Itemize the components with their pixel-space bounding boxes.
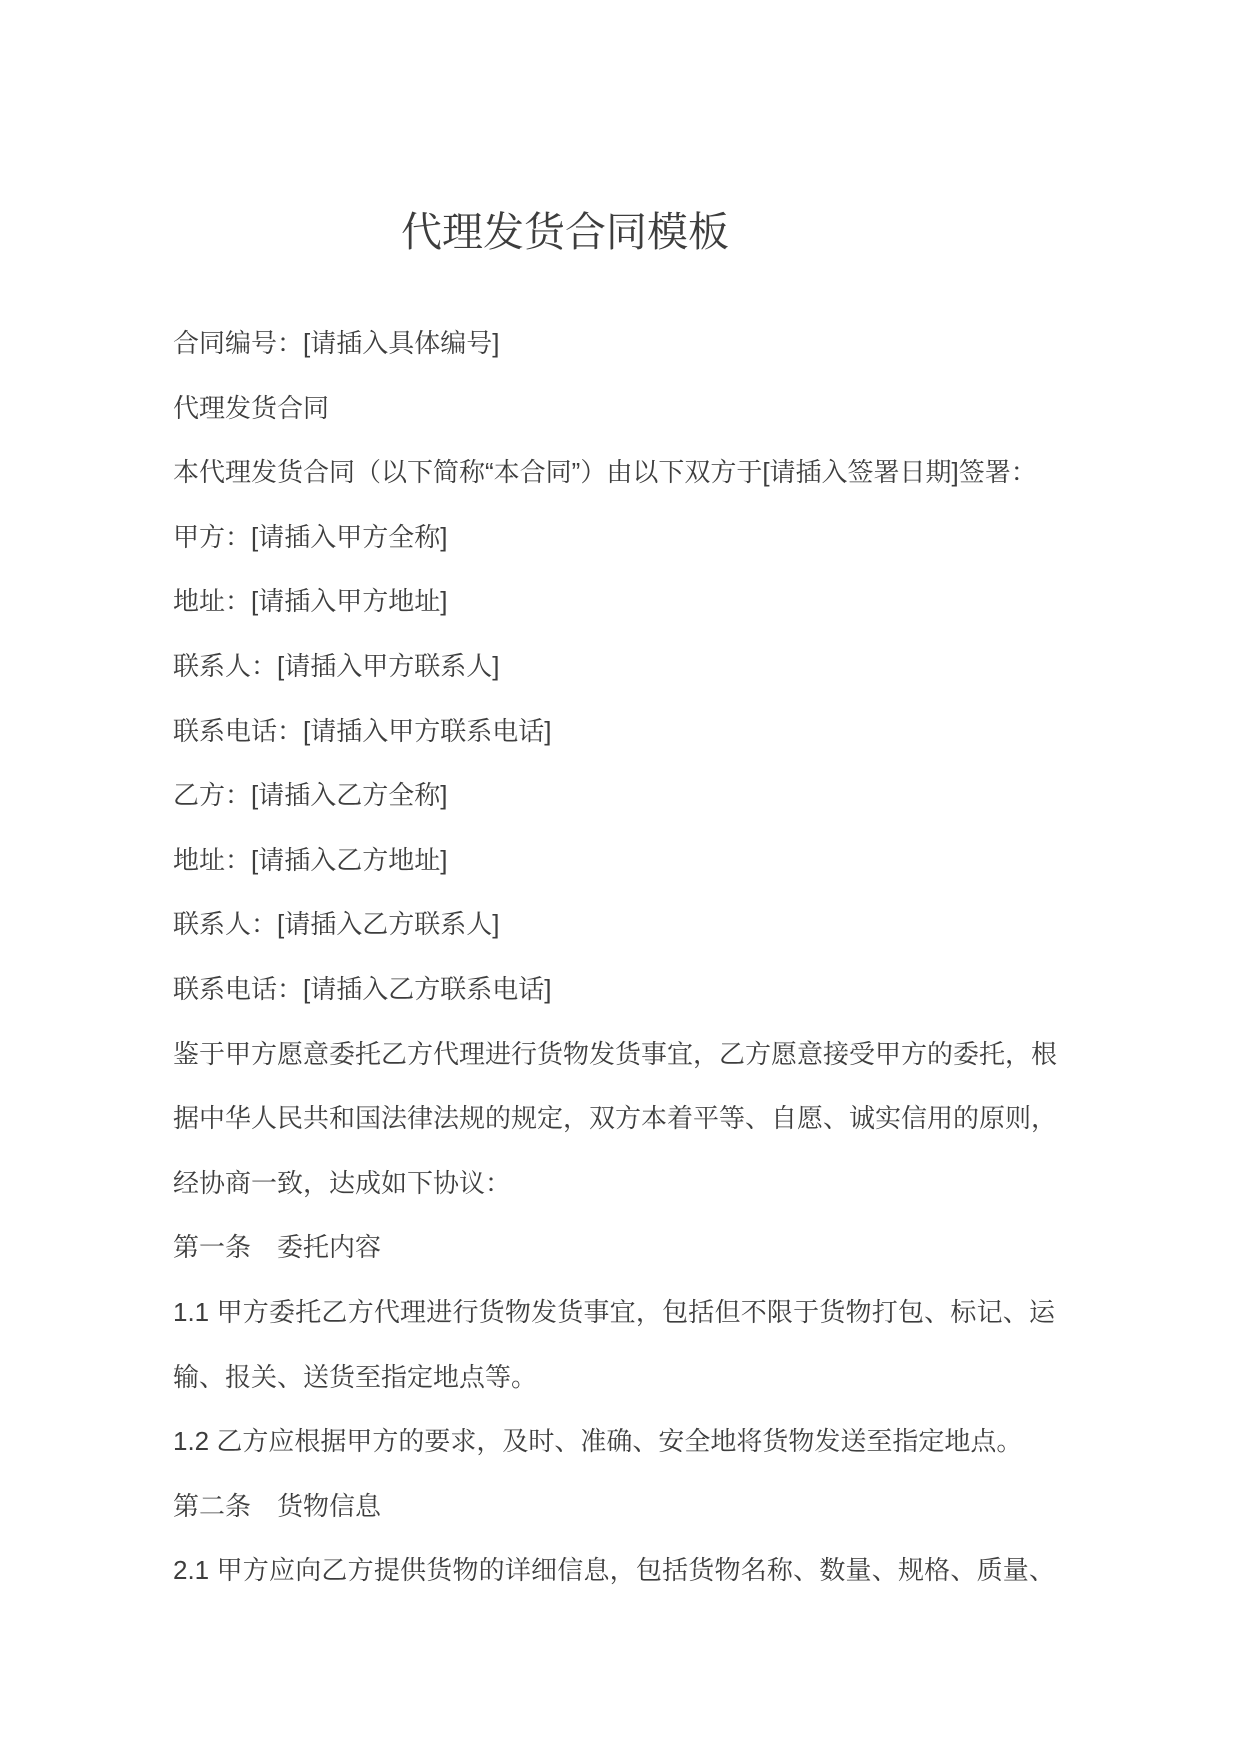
contract-body — [173, 311, 1058, 1603]
paragraph-line: 本代理发货合同（以下简称“本合同”）由以下双方于[请插入签署日期]签署： — [173, 457, 1037, 488]
paragraph-line: 甲方：[请插入甲方全称] — [173, 521, 448, 552]
paragraph-line: 联系电话：[请插入乙方联系电话] — [173, 973, 552, 1004]
paragraph-line: 1.2 乙方应根据甲方的要求，及时、准确、安全地将货物发送至指定地点。 — [173, 1426, 1023, 1457]
paragraph-line: 2.1 甲方应向乙方提供货物的详细信息，包括货物名称、数量、规格、质量、 — [173, 1555, 1055, 1586]
paragraph-line: 合同编号：[请插入具体编号] — [173, 328, 500, 358]
paragraph-line: 第一条 委托内容 — [173, 1232, 382, 1263]
paragraph-line: 经协商一致，达成如下协议： — [173, 1167, 512, 1198]
paragraph-line: 代理发货合同 — [173, 392, 330, 423]
paragraph-line: 1.1 甲方委托乙方代理进行货物发货事宜，包括但不限于货物打包、标记、运 — [173, 1296, 1055, 1327]
paragraph-line: 乙方：[请插入乙方全称] — [173, 780, 448, 811]
document-title: 代理发货合同模板 — [401, 209, 729, 255]
paragraph-line: 鉴于甲方愿意委托乙方代理进行货物发货事宜，乙方愿意接受甲方的委托，根 — [173, 1038, 1058, 1069]
paragraph-line: 第二条 货物信息 — [173, 1490, 382, 1521]
paragraph-line: 联系人：[请插入甲方联系人] — [173, 650, 500, 681]
paragraph-line: 联系人：[请插入乙方联系人] — [173, 909, 500, 940]
paragraph-line: 联系电话：[请插入甲方联系电话] — [173, 715, 552, 746]
paragraph-line: 据中华人民共和国法律法规的规定，双方本着平等、自愿、诚实信用的原则， — [173, 1103, 1058, 1134]
paragraph-line: 地址：[请插入乙方地址] — [173, 844, 448, 875]
paragraph-line: 地址：[请插入甲方地址] — [173, 586, 448, 617]
paragraph-line: 输、报关、送货至指定地点等。 — [173, 1361, 538, 1392]
